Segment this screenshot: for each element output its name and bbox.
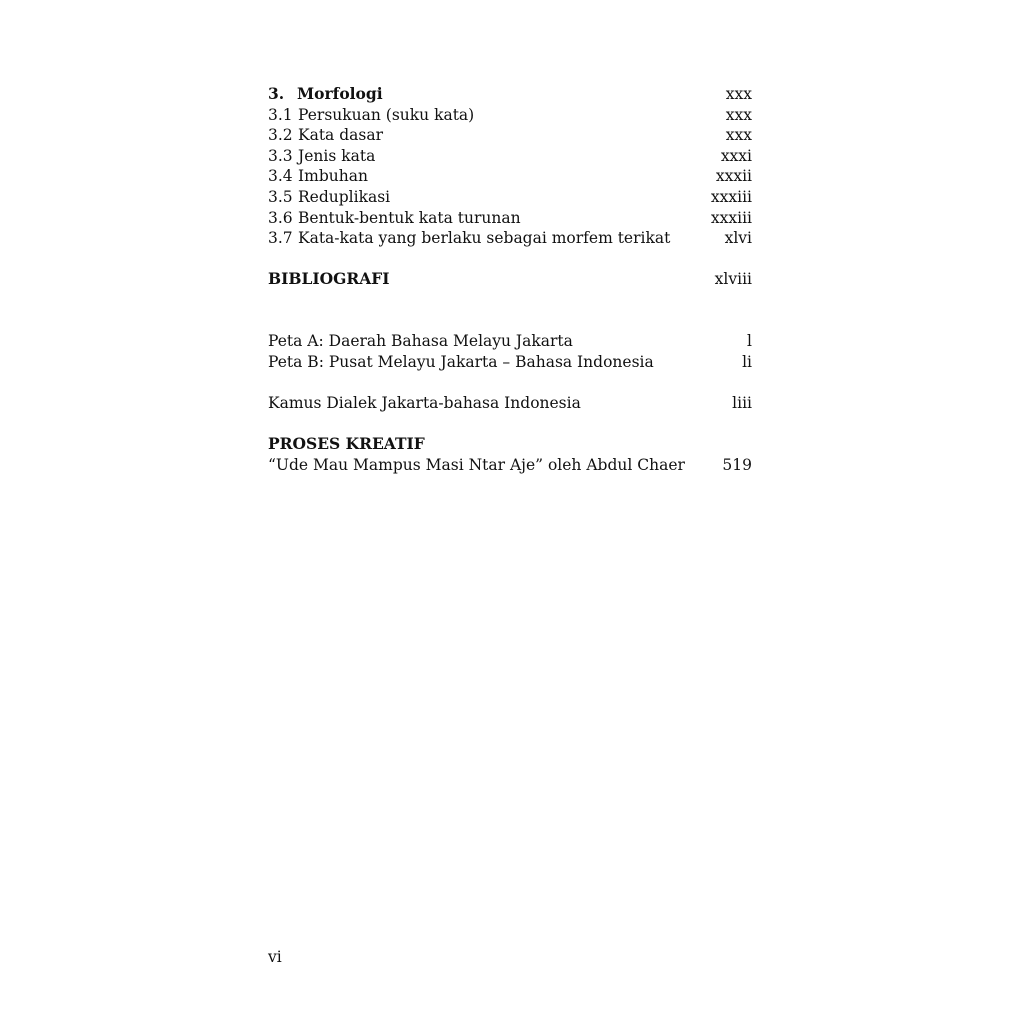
page-ref: l [747, 332, 752, 351]
toc-entry-3-1[interactable] [268, 105, 752, 126]
page-ref: liii [732, 393, 752, 412]
page-ref: xxxii [715, 167, 752, 186]
subsection-number: 3.2 [268, 126, 293, 145]
toc-entry-peta-a[interactable] [268, 331, 752, 352]
map-title: Peta A: Daerah Bahasa Melayu Jakarta [268, 332, 573, 351]
page-ref: xlviii [714, 270, 752, 289]
page-ref: xxx [725, 126, 752, 145]
subsection-title: Imbuhan [298, 167, 368, 186]
toc-entry-bibliografi[interactable] [268, 269, 752, 290]
subsection-number: 3.3 [268, 146, 293, 165]
toc-entry-kamus[interactable] [268, 393, 752, 414]
toc-entry-3-6[interactable] [268, 208, 752, 229]
heading-bibliografi: BIBLIOGRAFI [268, 269, 390, 289]
heading-proses-kreatif: PROSES KREATIF [268, 434, 425, 454]
page-ref: xxx [725, 105, 752, 124]
page-ref: li [742, 352, 752, 371]
spacer [268, 249, 752, 270]
heading-proses-kreatif-row [268, 434, 752, 455]
toc-entry-ude-mau-mampus[interactable] [268, 455, 752, 476]
subsection-number: 3.4 [268, 167, 293, 186]
section-title: Morfologi [297, 84, 383, 103]
subsection-title: Bentuk-bentuk kata turunan [298, 208, 521, 227]
toc-entry-3-4[interactable] [268, 166, 752, 187]
page-number: vi [268, 948, 282, 966]
map-title: Peta B: Pusat Melayu Jakarta – Bahasa Indonesia [268, 352, 654, 371]
spacer [268, 414, 752, 435]
page-ref: xxxiii [710, 208, 752, 227]
toc-entry-3-7[interactable] [268, 228, 752, 249]
spacer [268, 372, 752, 393]
subsection-number: 3.7 [268, 229, 293, 248]
section-number: 3. [268, 84, 285, 103]
toc-entry-peta-b[interactable] [268, 352, 752, 373]
page-ref: 519 [722, 455, 752, 474]
toc-entry-3-5[interactable] [268, 187, 752, 208]
toc-entry-morfologi[interactable] [268, 84, 752, 105]
page-ref: xxxi [720, 146, 752, 165]
subsection-number: 3.5 [268, 187, 293, 206]
kamus-title: Kamus Dialek Jakarta-bahasa Indonesia [268, 393, 581, 412]
subsection-title: Kata dasar [298, 126, 383, 145]
subsection-number: 3.1 [268, 105, 293, 124]
table-of-contents [268, 84, 752, 475]
subsection-number: 3.6 [268, 208, 293, 227]
subsection-title: Jenis kata [298, 146, 376, 165]
page-ref: xlvi [724, 229, 752, 248]
toc-entry-3-2[interactable] [268, 125, 752, 146]
spacer [268, 290, 752, 331]
story-title: “Ude Mau Mampus Masi Ntar Aje” oleh Abdul Chaer [268, 455, 685, 474]
subsection-title: Persukuan (suku kata) [298, 105, 475, 124]
subsection-title: Kata-kata yang berlaku sebagai morfem terikat [298, 229, 671, 248]
page-ref: xxxiii [710, 187, 752, 206]
toc-entry-3-3[interactable] [268, 146, 752, 167]
subsection-title: Reduplikasi [298, 187, 391, 206]
page-ref: xxx [725, 85, 752, 103]
